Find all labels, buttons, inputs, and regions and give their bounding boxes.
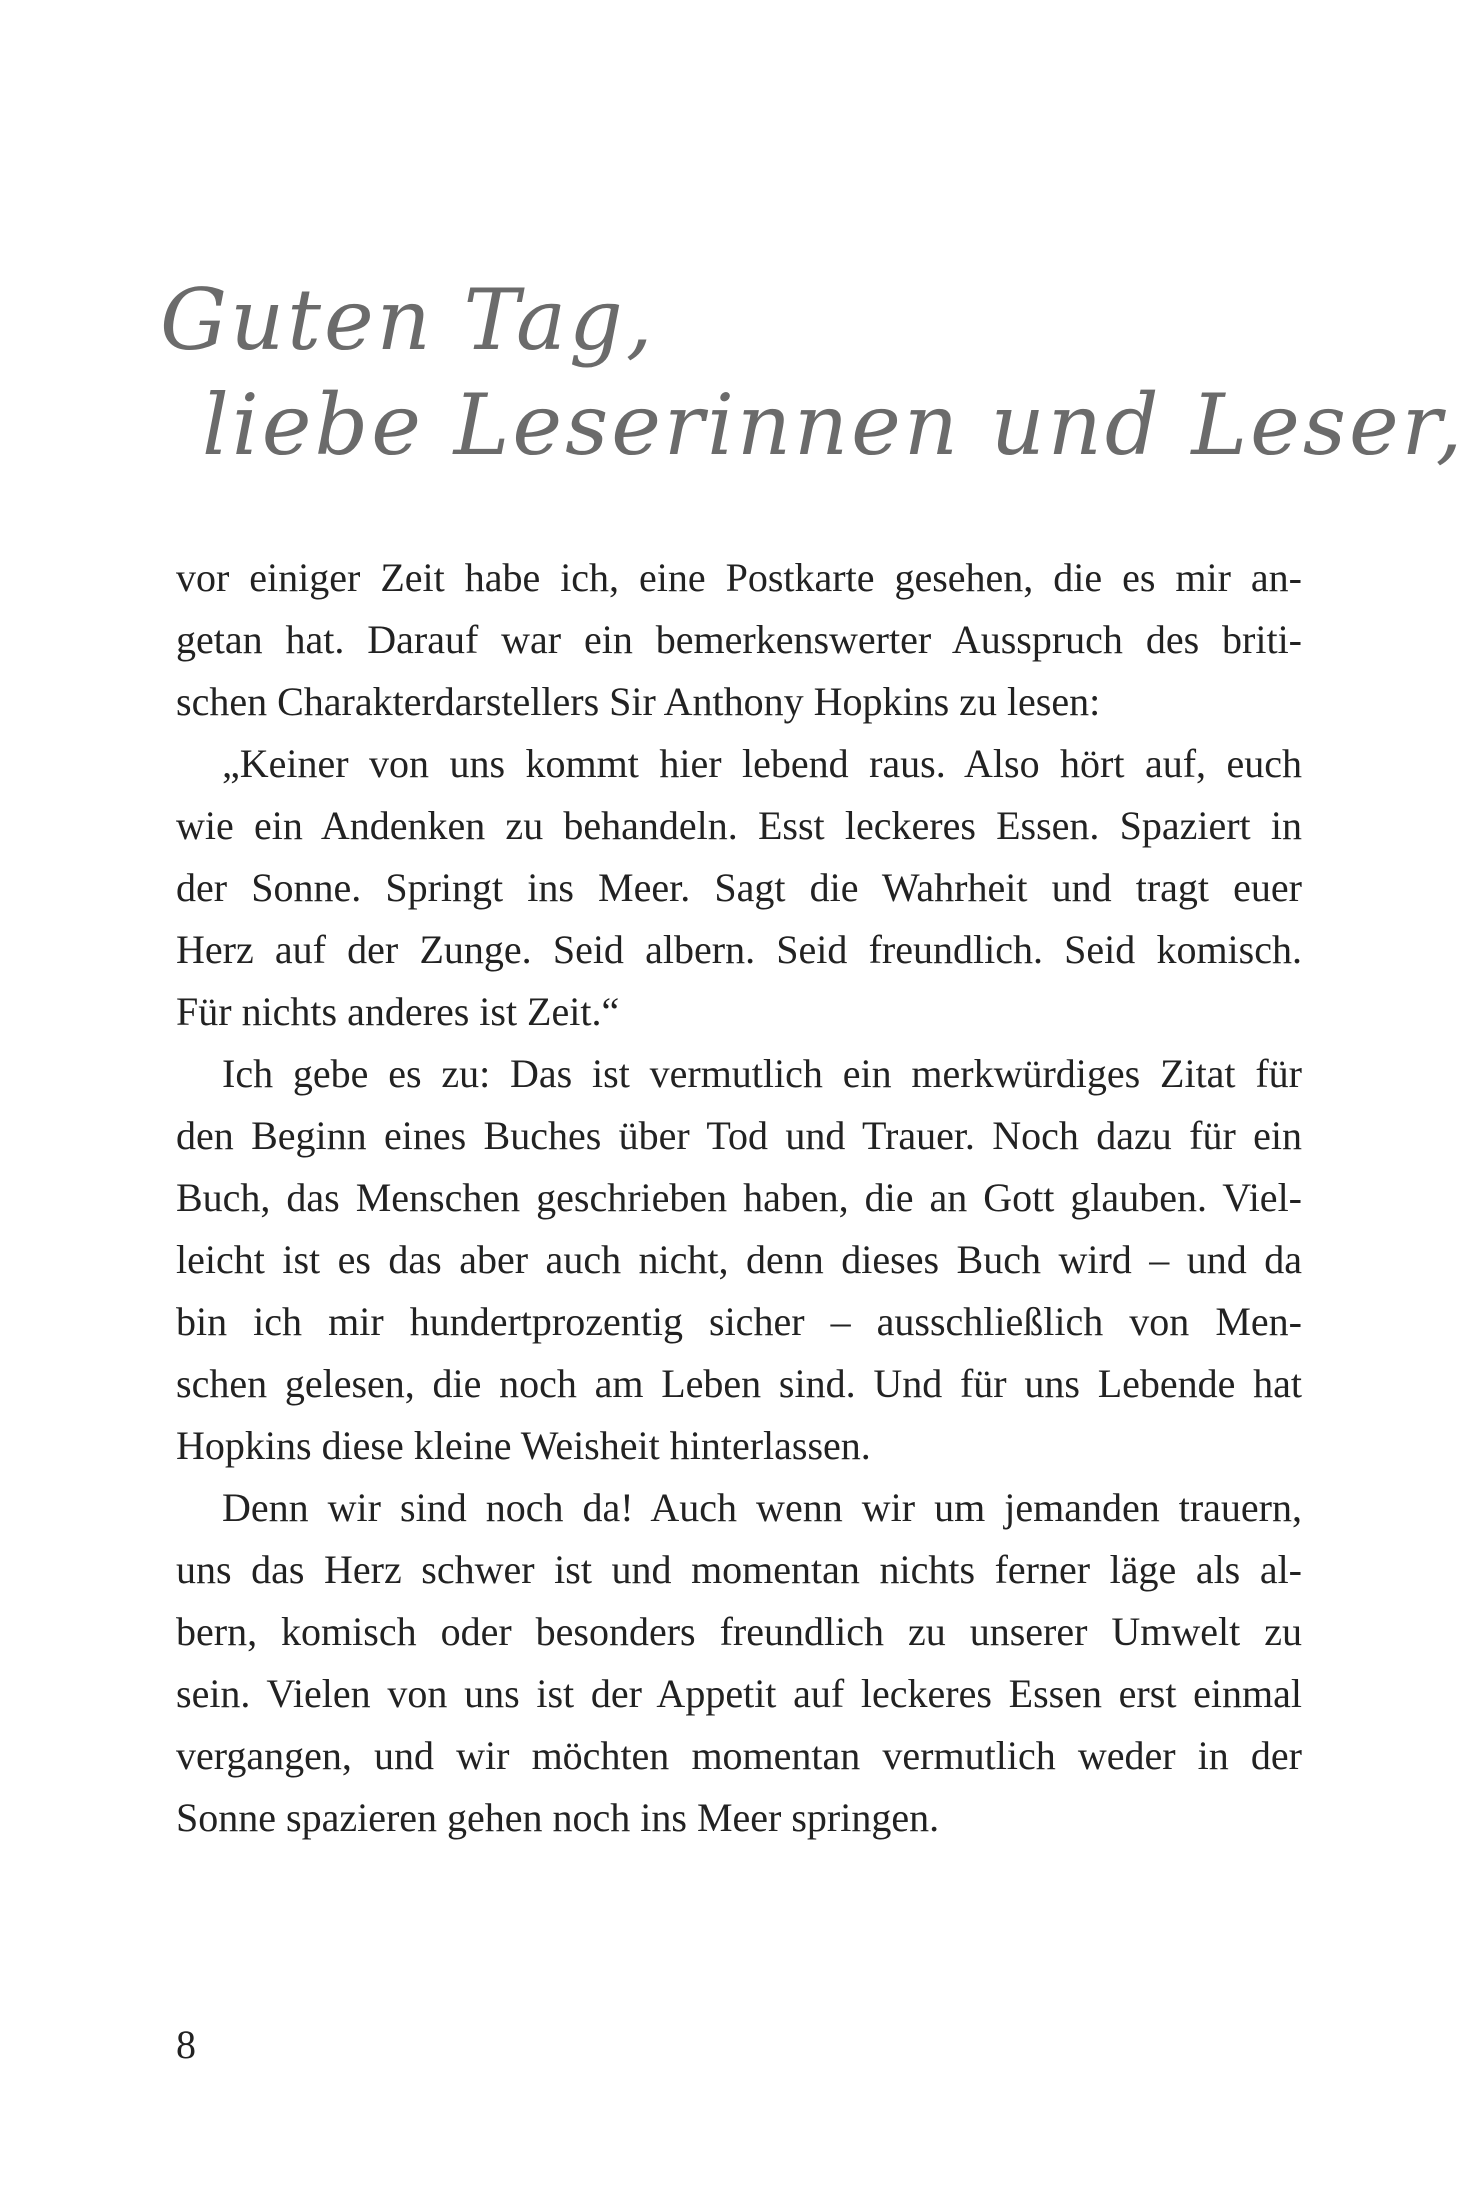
text-line: Denn wir sind noch da! Auch wenn wir um jemanden trauern, <box>222 1485 1302 1530</box>
text-line: Sonne spazieren gehen noch ins Meer springen. <box>176 1795 940 1840</box>
text-line: uns das Herz schwer ist und momentan nichts ferner läge als al- <box>176 1547 1302 1592</box>
paragraph-3 <box>176 1043 1302 1477</box>
text-line: „Keiner von uns kommt hier lebend raus. Also hört auf, euch <box>222 741 1302 786</box>
text-line: leicht ist es das aber auch nicht, denn dieses Buch wird – und da <box>176 1237 1302 1282</box>
text-line: schen Charakterdarstellers Sir Anthony Hopkins zu lesen: <box>176 679 1101 724</box>
text-line: den Beginn eines Buches über Tod und Trauer. Noch dazu für ein <box>176 1113 1302 1158</box>
text-line: sein. Vielen von uns ist der Appetit auf leckeres Essen erst einmal <box>176 1671 1302 1716</box>
text-line: Hopkins diese kleine Weisheit hinterlassen. <box>176 1423 871 1468</box>
text-line: Für nichts anderes ist Zeit.“ <box>176 989 620 1034</box>
text-line: schen gelesen, die noch am Leben sind. Und für uns Lebende hat <box>176 1361 1302 1406</box>
handwritten-salutation <box>160 265 1466 495</box>
text-line: vergangen, und wir möchten momentan vermutlich weder in der <box>176 1733 1302 1778</box>
text-line: Buch, das Menschen geschrieben haben, die an Gott glauben. Viel- <box>176 1175 1302 1220</box>
text-line: vor einiger Zeit habe ich, eine Postkarte gesehen, die es mir an- <box>176 555 1302 600</box>
body-text <box>176 547 1302 1849</box>
text-line: bin ich mir hundertprozentig sicher – ausschließlich von Men- <box>176 1299 1302 1344</box>
salutation-line-1: Guten Tag, <box>160 271 656 369</box>
text-line: bern, komisch oder besonders freundlich zu unserer Umwelt zu <box>176 1609 1302 1654</box>
text-line: Ich gebe es zu: Das ist vermutlich ein merkwürdiges Zitat für <box>222 1051 1302 1096</box>
paragraph-2-quote <box>176 733 1302 1043</box>
salutation-line-2: liebe Leserinnen und Leser, <box>202 376 1466 474</box>
text-line: wie ein Andenken zu behandeln. Esst leckeres Essen. Spaziert in <box>176 803 1302 848</box>
text-line: der Sonne. Springt ins Meer. Sagt die Wahrheit und tragt euer <box>176 865 1302 910</box>
paragraph-1 <box>176 547 1302 733</box>
page-number: 8 <box>176 2022 196 2067</box>
paragraph-4 <box>176 1477 1302 1849</box>
text-line: getan hat. Darauf war ein bemerkenswerter Ausspruch des briti- <box>176 617 1302 662</box>
text-line: Herz auf der Zunge. Seid albern. Seid freundlich. Seid komisch. <box>176 927 1302 972</box>
